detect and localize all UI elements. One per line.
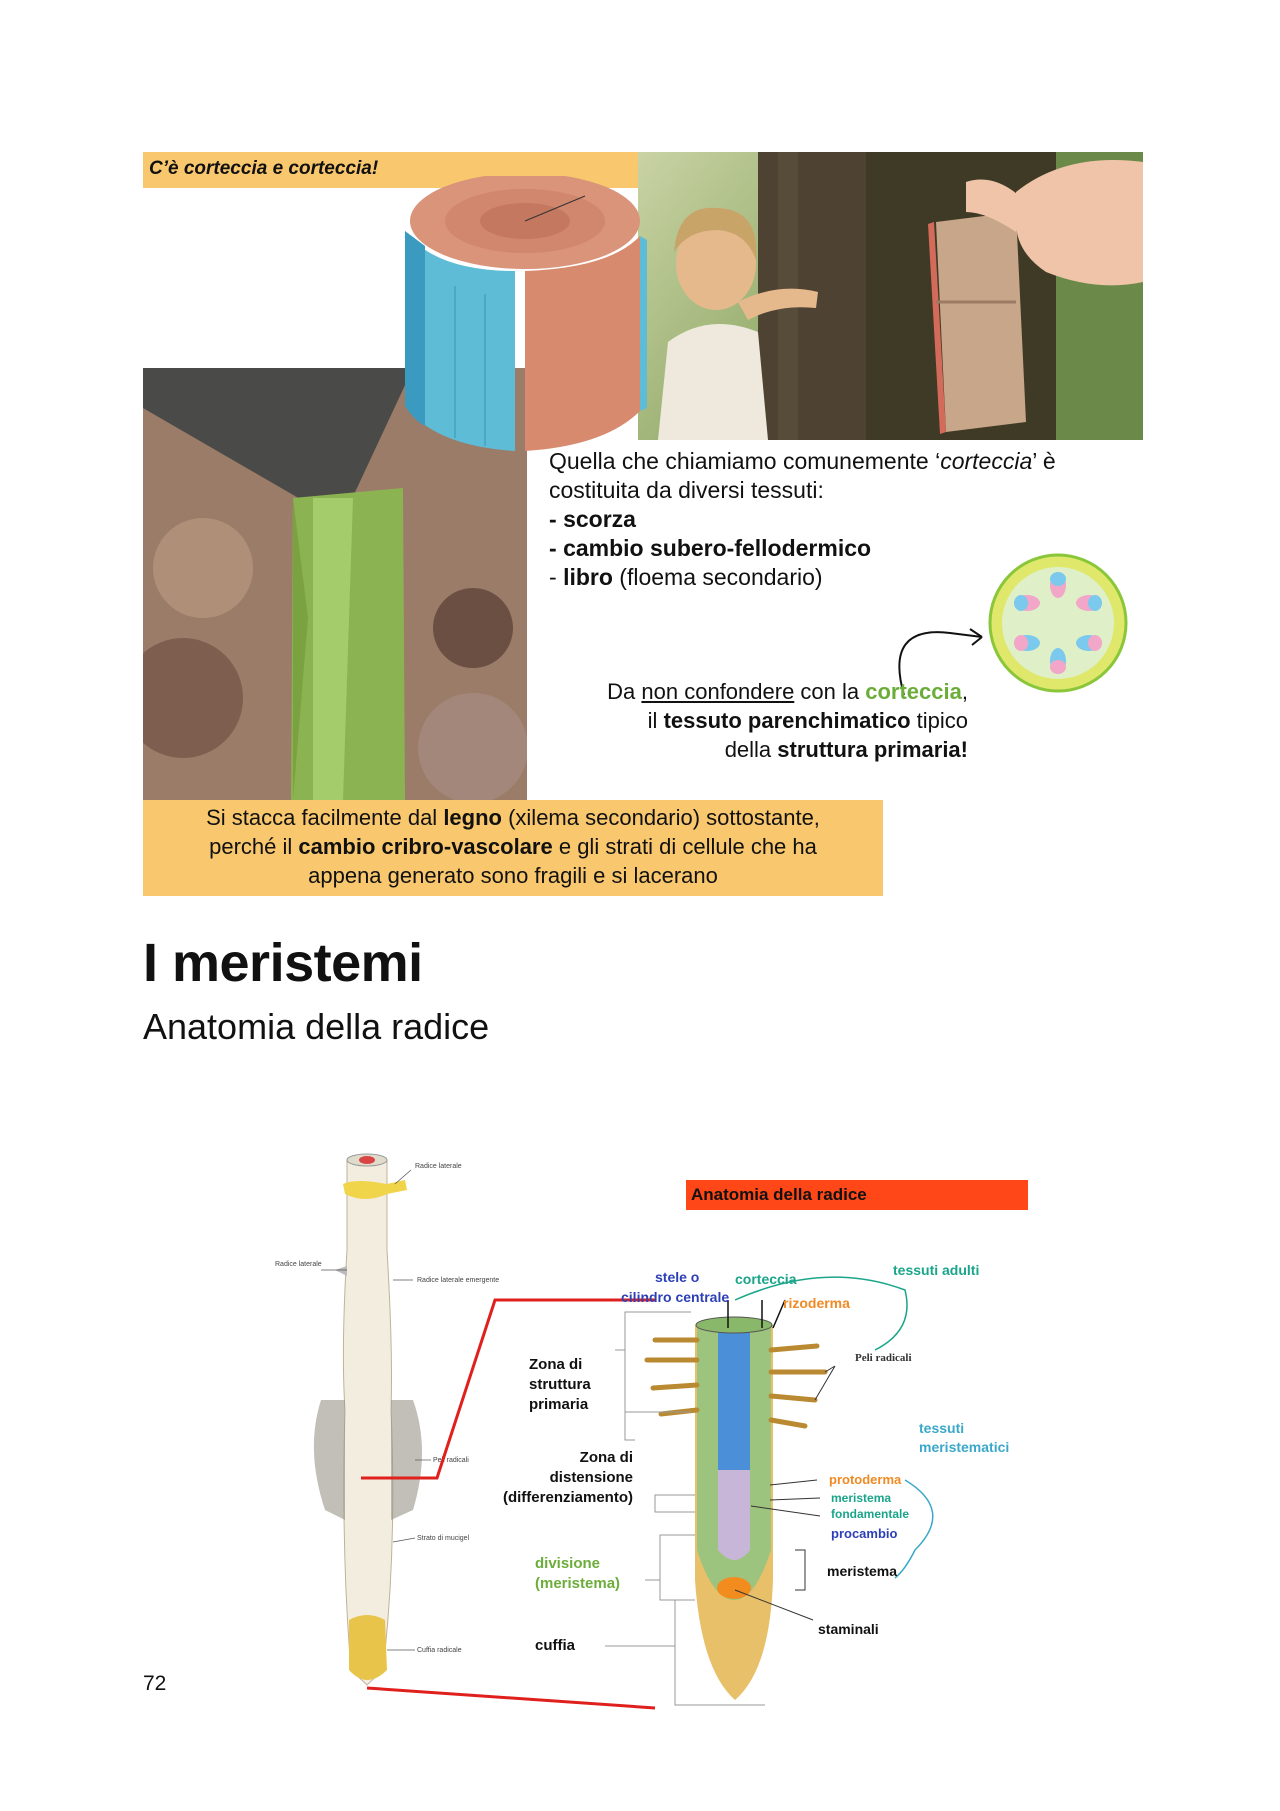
illustration-peeling-bark [866, 152, 1143, 440]
label-zona-distensione: Zona di distensione (differenziamento) [502, 1449, 633, 1506]
label-meristema-fondamentale: meristema fondamentale [831, 1491, 910, 1521]
list-dash: - [549, 535, 564, 561]
root-drawing [275, 1154, 499, 1685]
label-tessuti-adulti: tessuti adulti [893, 1262, 980, 1278]
label-staminali: staminali [818, 1621, 879, 1637]
bottom-bold: legno [443, 805, 502, 830]
confuse-text: della [724, 737, 778, 762]
label-radice-laterale: Radice laterale [415, 1163, 462, 1170]
label-meristema: meristema [827, 1563, 898, 1579]
page-subtitle: Anatomia della radice [143, 1006, 490, 1047]
label-strato-mucigel: Strato di mucigel [417, 1535, 470, 1542]
label-radice-laterale-left: Radice laterale [275, 1261, 322, 1268]
bark-intro-italic: corteccia [940, 448, 1033, 474]
bark-intro-end: ’ è [1032, 448, 1056, 474]
confuse-line1 [548, 677, 968, 706]
bark-intro-text: Quella che chiamiamo comunemente ‘ [549, 448, 941, 474]
label-rizoderma: rizoderma [783, 1295, 850, 1311]
label-divisione: divisione (meristema) [535, 1555, 621, 1592]
bottom-text: e gli strati di cellule che ha [552, 834, 817, 859]
confuse-note [548, 677, 968, 764]
confuse-bold: tessuto parenchimatico [663, 708, 911, 733]
photo-girl-hugging-tree [638, 152, 866, 440]
confuse-text: Da [607, 679, 642, 704]
bottom-bold: cambio cribro-vascolare [298, 834, 553, 859]
list-bold: cambio subero-fellodermico [563, 535, 872, 561]
bark-intro-line1 [549, 447, 1139, 476]
bark-bottom-note [143, 800, 883, 896]
bottom-line1 [143, 803, 883, 832]
bottom-text: Si stacca facilmente dal [206, 805, 444, 830]
label-tessuti-meristematici: tessuti meristematici [919, 1420, 1010, 1455]
confuse-green: corteccia [865, 679, 962, 704]
confuse-text: il [647, 708, 664, 733]
confuse-text: , [961, 679, 968, 704]
list-bold: libro [563, 564, 613, 590]
root-anatomy-figure [265, 1150, 1035, 1710]
confuse-line3 [548, 735, 968, 764]
label-corteccia: corteccia [735, 1271, 797, 1287]
label-cuffia-radicale-small: Cuffia radicale [417, 1647, 462, 1654]
label-zona-primaria: Zona di struttura primaria [529, 1356, 591, 1413]
label-protoderma: protoderma [829, 1472, 902, 1487]
anatomy-title: Anatomia della radice [691, 1185, 867, 1204]
label-peli-radicali-small: Peli radicali [433, 1457, 469, 1464]
label-peli-radicali: Peli radicali [855, 1352, 912, 1364]
confuse-text: tipico [910, 708, 968, 733]
page-title: I meristemi [143, 933, 423, 993]
page-number: 72 [143, 1672, 167, 1695]
label-cuffia: cuffia [535, 1637, 576, 1654]
bottom-text: perché il [209, 834, 299, 859]
confuse-bold: struttura primaria! [777, 737, 968, 762]
list-rest: (floema secondario) [612, 564, 823, 590]
bottom-text: (xilema secondario) sottostante, [501, 805, 820, 830]
list-dash: - [549, 506, 564, 532]
list-dash: - [549, 564, 564, 590]
list-bold: scorza [563, 506, 636, 532]
bottom-line2 [143, 832, 883, 861]
stem-cutaway-illustration [395, 176, 655, 466]
label-radice-emergente: Radice laterale emergente [417, 1277, 500, 1284]
bark-list-item [549, 505, 1139, 534]
confuse-line2 [548, 706, 968, 735]
confuse-text: con la [794, 679, 866, 704]
label-stele: stele o cilindro centrale [621, 1269, 730, 1305]
anatomy-title-bar [686, 1180, 1028, 1210]
label-procambio: procambio [831, 1526, 898, 1541]
bark-banner-text: C’è corteccia e corteccia! [149, 158, 379, 179]
confuse-underlined: non confondere [641, 679, 795, 704]
bark-intro-line2: costituita da diversi tessuti: [549, 477, 824, 503]
bottom-line3: appena generato sono fragili e si lacerano [308, 863, 718, 888]
